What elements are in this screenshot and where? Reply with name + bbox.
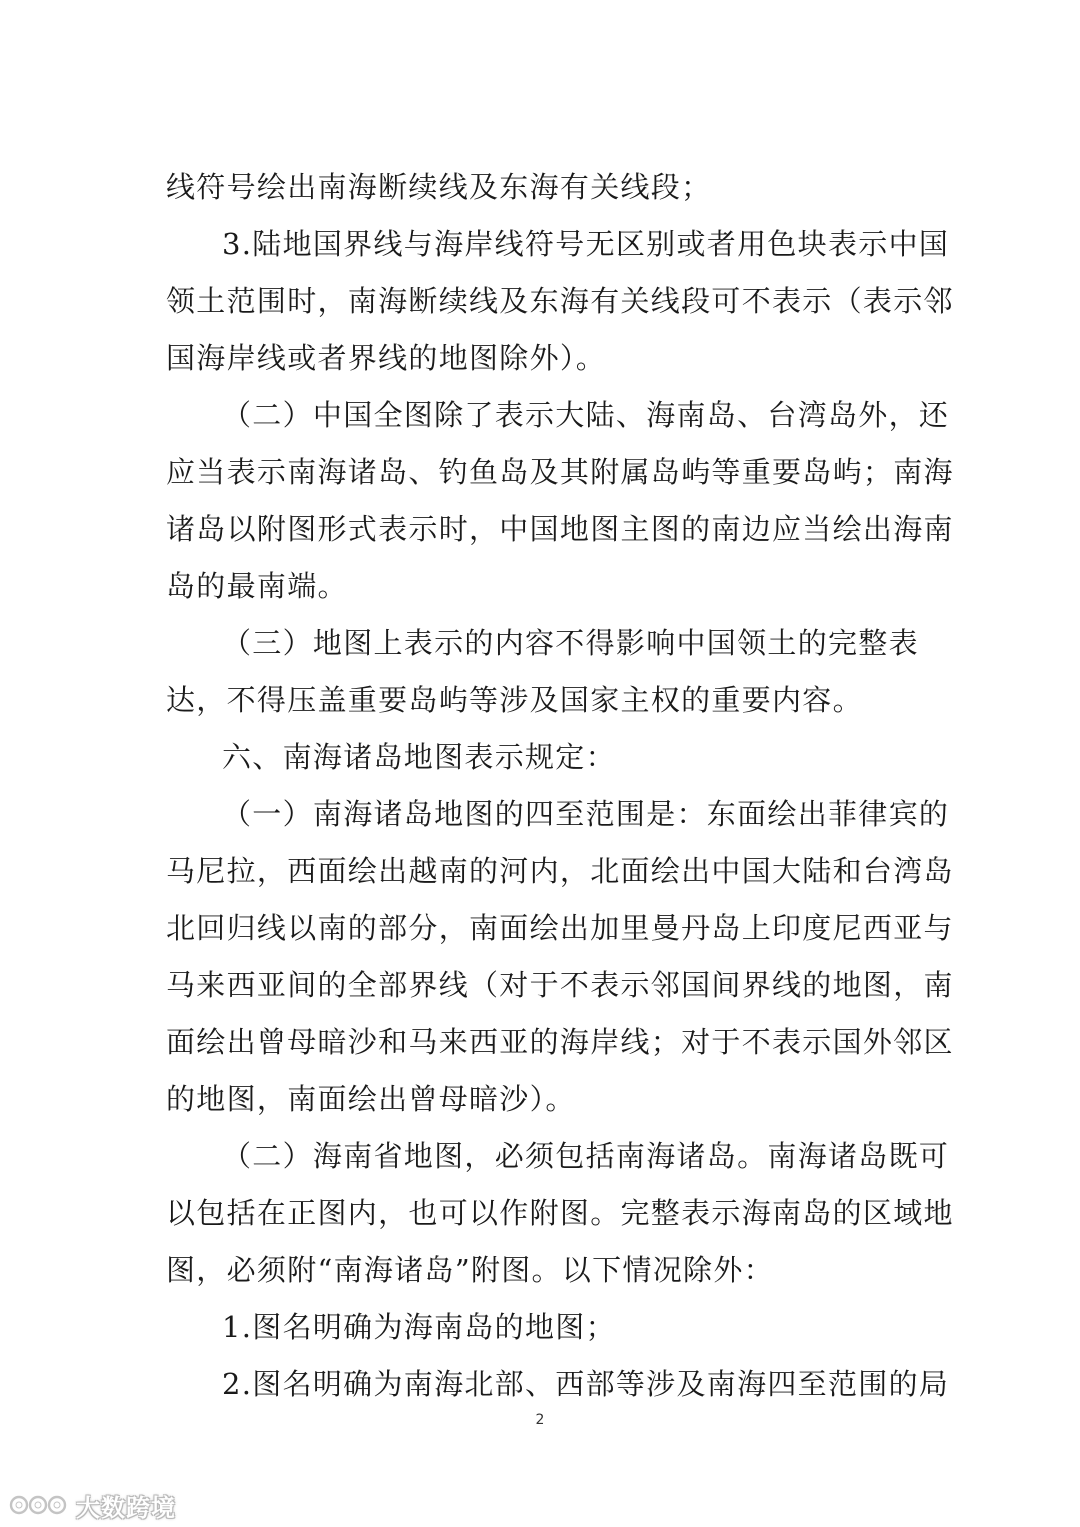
page-number: 2 (535, 1412, 545, 1428)
paragraph-line: 达，不得压盖重要岛屿等涉及国家主权的重要内容。 (166, 683, 863, 717)
paragraph-line: 岛的最南端。 (166, 569, 348, 603)
paragraph-line: 以包括在正图内，也可以作附图。完整表示海南岛的区域地 (166, 1196, 954, 1230)
watermark-logo-icon (8, 1490, 72, 1520)
paragraph-line: 2.图名明确为南海北部、西部等涉及南海四至范围的局 (222, 1367, 950, 1401)
paragraph-line: 马来西亚间的全部界线（对于不表示邻国间界线的地图，南 (166, 968, 954, 1002)
paragraph-line: 面绘出曾母暗沙和马来西亚的海岸线；对于不表示国外邻区 (166, 1025, 954, 1059)
paragraph-line: 图，必须附“南海诸岛”附图。以下情况除外： (166, 1253, 774, 1287)
paragraph-line: 北回归线以南的部分，南面绘出加里曼丹岛上印度尼西亚与 (166, 911, 954, 945)
paragraph-line: 3.陆地国界线与海岸线符号无区别或者用色块表示中国 (222, 227, 950, 261)
paragraph-line: 领土范围时，南海断续线及东海有关线段可不表示（表示邻 (166, 284, 954, 318)
paragraph-line: 应当表示南海诸岛、钓鱼岛及其附属岛屿等重要岛屿；南海 (166, 455, 954, 489)
paragraph-line: （二）中国全图除了表示大陆、海南岛、台湾岛外，还 (222, 398, 950, 432)
paragraph-line: 的地图，南面绘出曾母暗沙）。 (166, 1082, 576, 1116)
paragraph-line: （一）南海诸岛地图的四至范围是：东面绘出菲律宾的 (222, 797, 950, 831)
section-heading: 六、南海诸岛地图表示规定： (222, 740, 616, 774)
paragraph-line: 诸岛以附图形式表示时，中国地图主图的南边应当绘出海南 (166, 512, 954, 546)
paragraph-line: 国海岸线或者界线的地图除外）。 (166, 341, 607, 375)
paragraph-line: （三）地图上表示的内容不得影响中国领土的完整表 (222, 626, 919, 660)
paragraph-line: （二）海南省地图，必须包括南海诸岛。南海诸岛既可 (222, 1139, 950, 1173)
paragraph-line: 线符号绘出南海断续线及东海有关线段； (166, 170, 712, 204)
paragraph-line: 马尼拉，西面绘出越南的河内，北面绘出中国大陆和台湾岛 (166, 854, 954, 888)
watermark (8, 1488, 176, 1522)
watermark-text: 大数跨境 (76, 1493, 176, 1522)
paragraph-line: 1.图名明确为海南岛的地图； (222, 1310, 616, 1344)
